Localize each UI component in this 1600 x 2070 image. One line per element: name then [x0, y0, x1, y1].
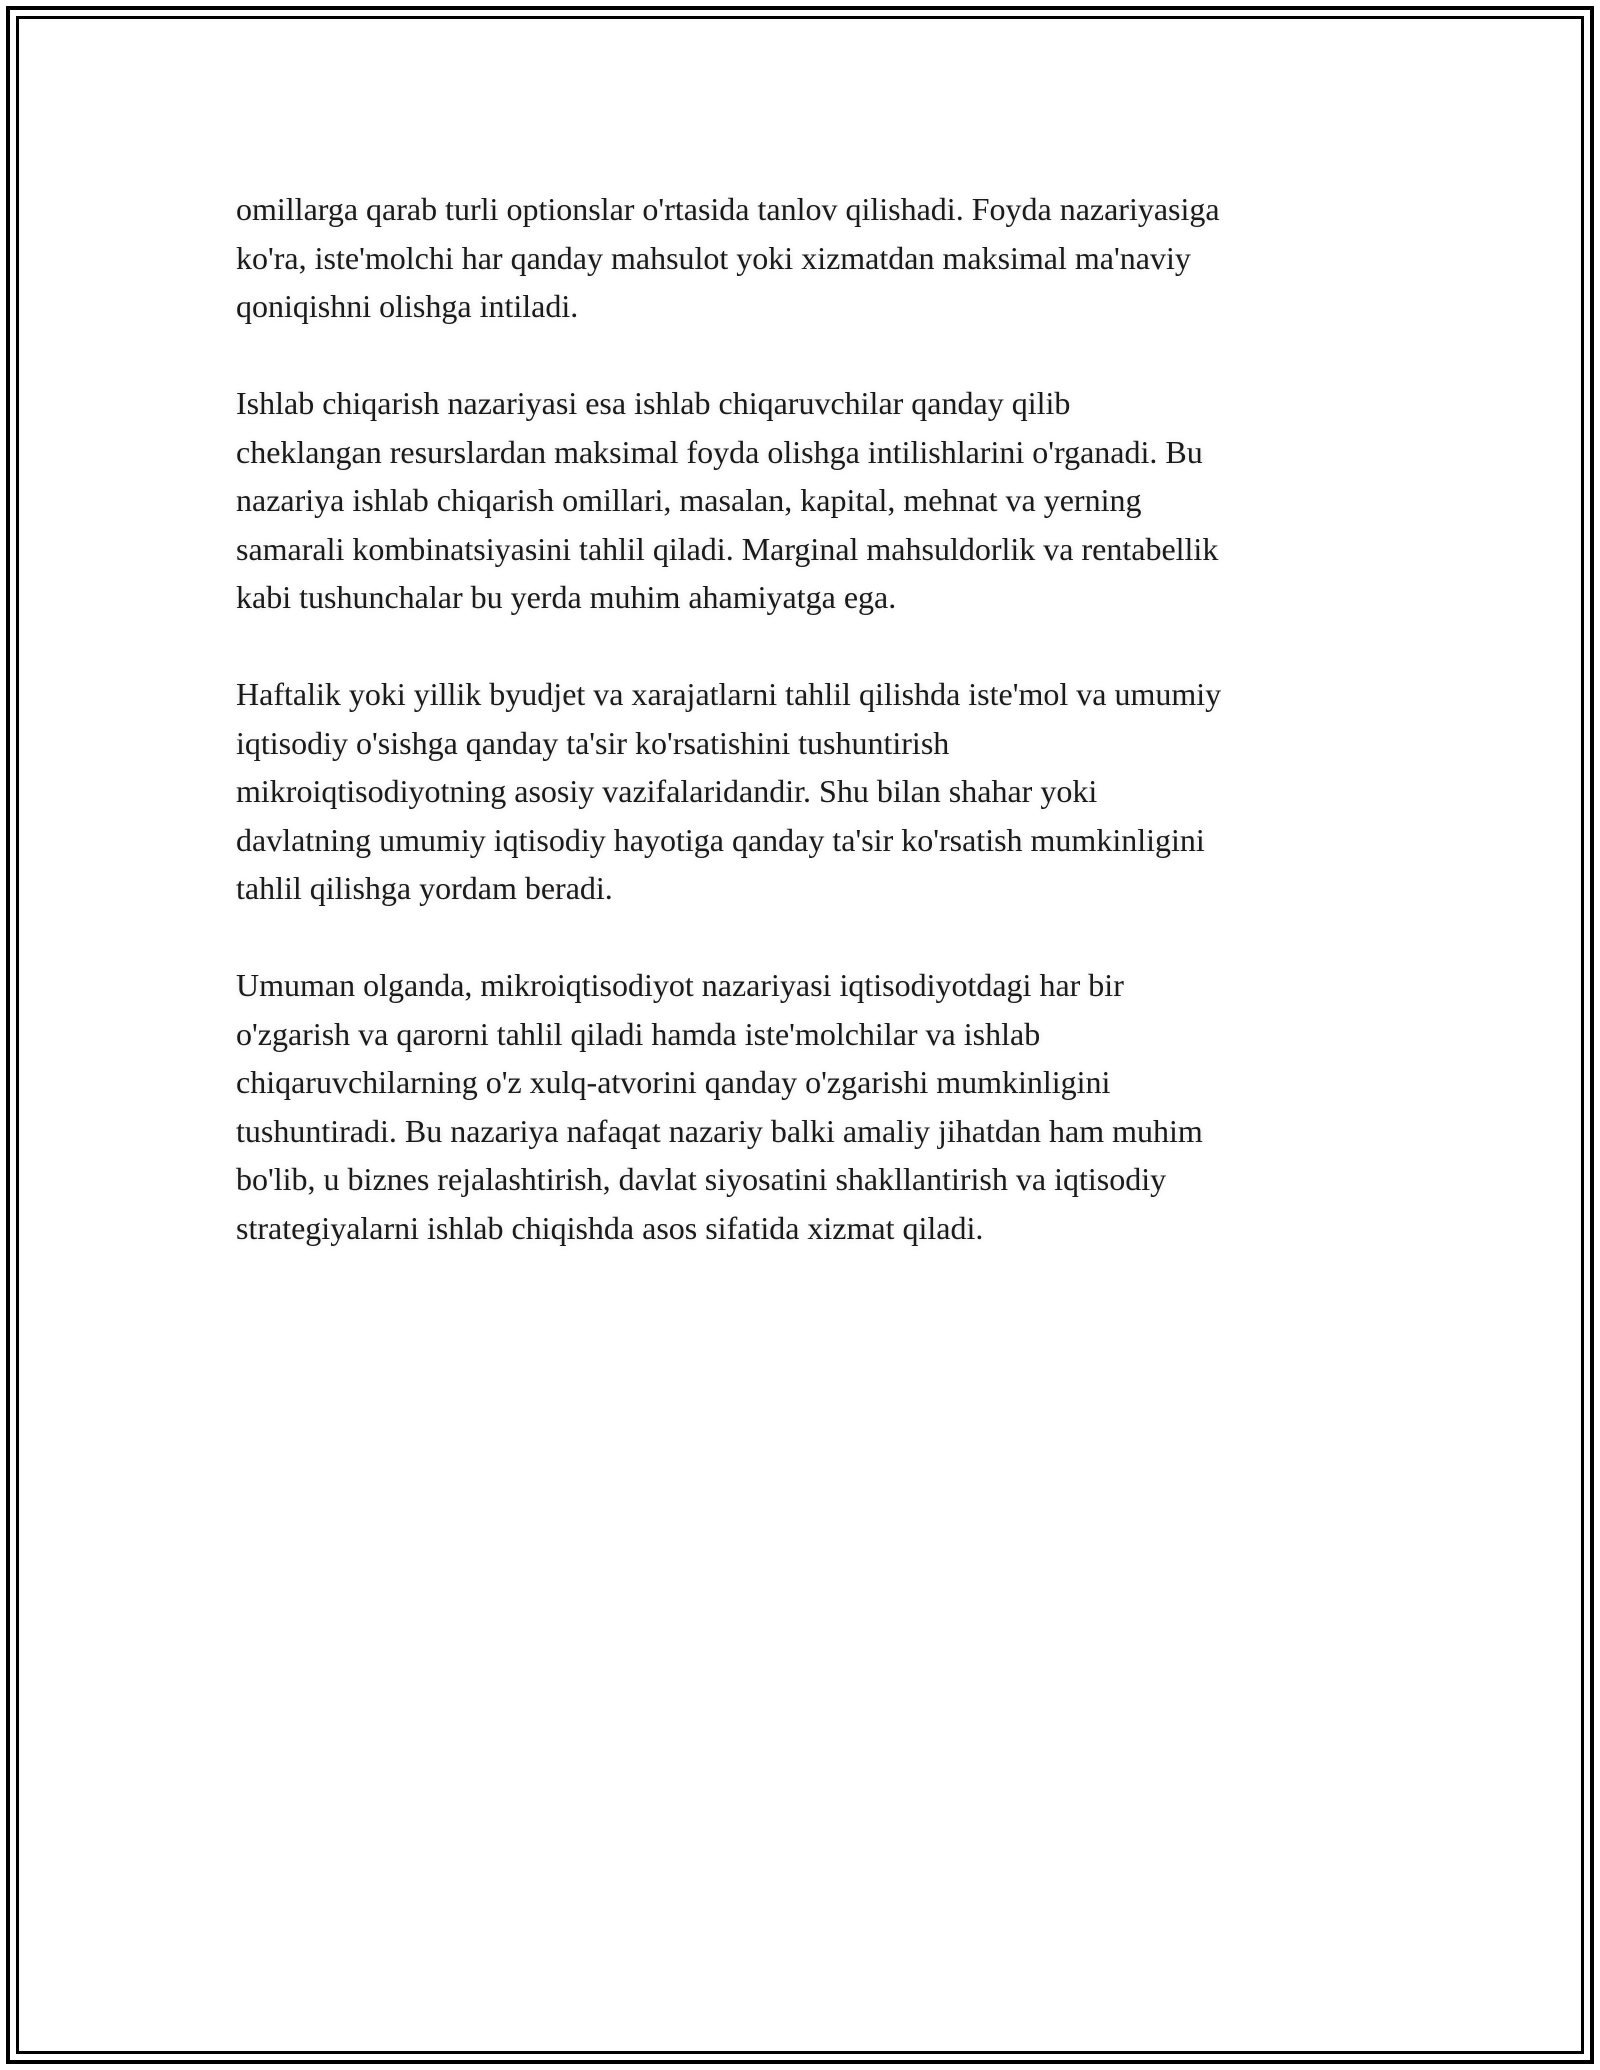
text-line: Umuman olganda, mikroiqtisodiyot nazariyasi iqtisodiyotdagi har bir — [236, 967, 1124, 1003]
text-line: bo'lib, u biznes rejalashtirish, davlat siyosatini shakllantirish va iqtisodiy — [236, 1161, 1167, 1197]
text-line: omillarga qarab turli optionslar o'rtasida tanlov qilishadi. Foyda nazariyasiga — [236, 191, 1220, 227]
text-line: qoniqishni olishga intiladi. — [236, 288, 579, 324]
text-line: tahlil qilishga yordam beradi. — [236, 870, 613, 906]
paragraph-4 — [236, 961, 1376, 1252]
text-line: strategiyalarni ishlab chiqishda asos sifatida xizmat qiladi. — [236, 1209, 984, 1246]
text-line: kabi tushunchalar bu yerda muhim ahamiyatga ega. — [236, 579, 897, 615]
text-line: iqtisodiy o'sishga qanday ta'sir ko'rsatishini tushuntirish — [236, 724, 950, 761]
text-line: ko'ra, iste'molchi har qanday mahsulot yoki xizmatdan maksimal ma'naviy — [236, 239, 1191, 276]
text-line: nazariya ishlab chiqarish omillari, masalan, kapital, mehnat va yerning — [236, 482, 1142, 518]
text-line: Ishlab chiqarish nazariyasi esa ishlab chiqaruvchilar qanday qilib — [236, 385, 1071, 421]
text-line: tushuntiradi. Bu nazariya nafaqat nazariy balki amaliy jihatdan ham muhim — [236, 1112, 1203, 1149]
text-line: mikroiqtisodiyotning asosiy vazifalaridandir. Shu bilan shahar yoki — [236, 773, 1098, 809]
text-line: davlatning umumiy iqtisodiy hayotiga qanday ta'sir ko'rsatish mumkinligini — [236, 821, 1205, 858]
text-line: Haftalik yoki yillik byudjet va xarajatlarni tahlil qilishda iste'mol va umumiy — [236, 676, 1222, 712]
text-line: cheklangan resurslardan maksimal foyda olishga intilishlarini o'rganadi. Bu — [236, 433, 1203, 470]
text-line: o'zgarish va qarorni tahlil qiladi hamda iste'molchilar va ishlab — [236, 1015, 1041, 1052]
document-body — [236, 185, 1376, 1301]
paragraph-3 — [236, 670, 1376, 913]
text-line: samarali kombinatsiyasini tahlil qiladi. Marginal mahsuldorlik va rentabellik — [236, 530, 1219, 567]
paragraph-2 — [236, 379, 1376, 622]
text-line: chiqaruvchilarning o'z xulq-atvorini qanday o'zgarishi mumkinligini — [236, 1064, 1111, 1100]
paragraph-1 — [236, 185, 1376, 331]
